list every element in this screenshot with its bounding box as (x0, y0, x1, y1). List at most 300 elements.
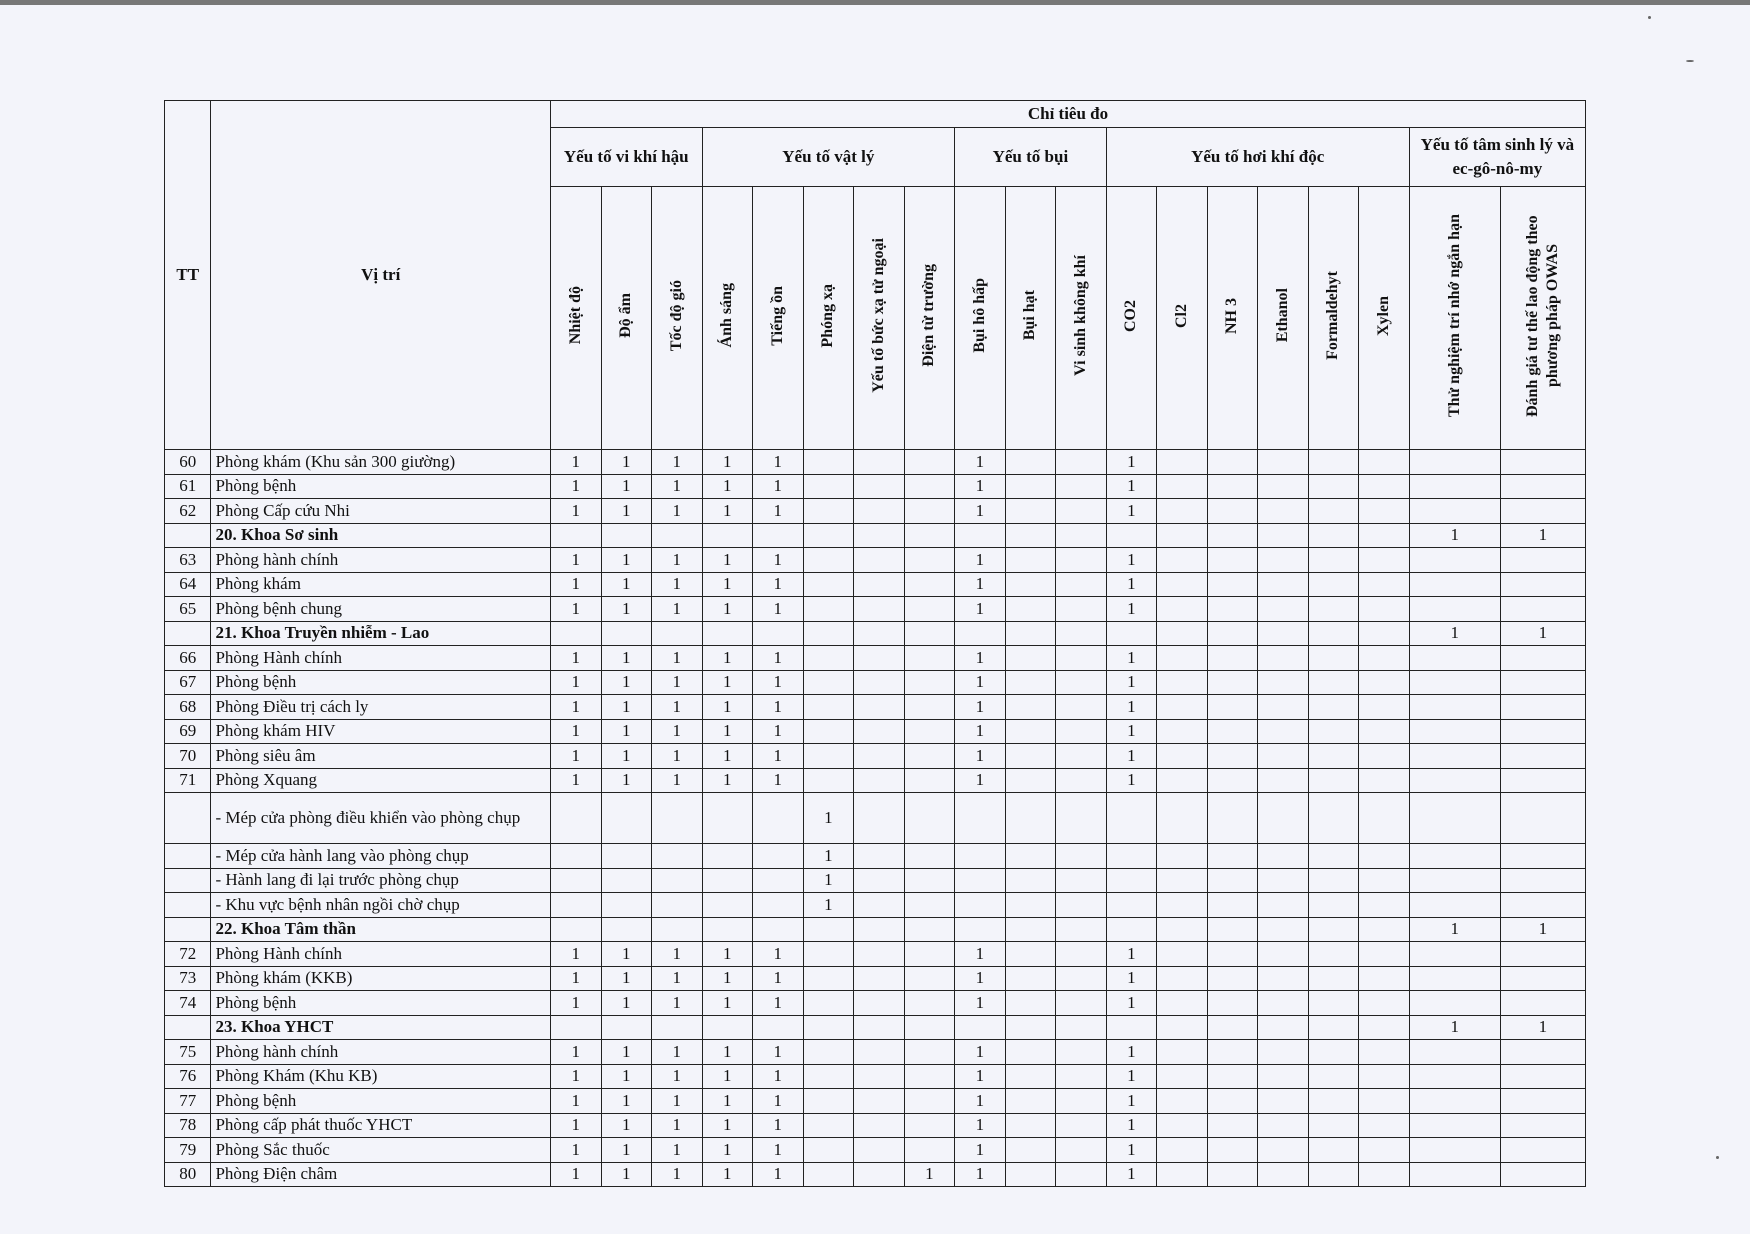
value-cell: 1 (601, 499, 652, 524)
value-cell: 1 (753, 966, 804, 991)
row-location: Phòng Hành chính (211, 646, 551, 671)
value-cell (1056, 1089, 1107, 1114)
value-cell (1258, 621, 1309, 646)
row-location: Phòng siêu âm (211, 744, 551, 769)
column-header (1409, 187, 1500, 450)
value-cell: 1 (702, 991, 753, 1016)
value-cell (1258, 744, 1309, 769)
value-cell: 1 (1106, 572, 1157, 597)
value-cell (904, 646, 955, 671)
table-row (165, 572, 1586, 597)
value-cell (1500, 1113, 1585, 1138)
value-cell (1056, 844, 1107, 869)
table-row (165, 670, 1586, 695)
value-cell (803, 719, 854, 744)
value-cell: 1 (702, 719, 753, 744)
row-location: Phòng Hành chính (211, 942, 551, 967)
value-cell (1157, 719, 1208, 744)
value-cell (1258, 991, 1309, 1016)
value-cell (1106, 868, 1157, 893)
value-cell: 1 (753, 450, 804, 475)
value-cell (904, 744, 955, 769)
row-number: 76 (165, 1064, 211, 1089)
value-cell: 1 (1409, 917, 1500, 942)
value-cell (1056, 1162, 1107, 1187)
row-location: Phòng khám (KKB) (211, 966, 551, 991)
row-number (165, 844, 211, 869)
value-cell (702, 1015, 753, 1040)
value-cell (1056, 1113, 1107, 1138)
value-cell (904, 868, 955, 893)
value-cell (1258, 1064, 1309, 1089)
value-cell: 1 (550, 548, 601, 573)
row-number (165, 868, 211, 893)
value-cell (904, 1113, 955, 1138)
row-number: 66 (165, 646, 211, 671)
value-cell: 1 (702, 966, 753, 991)
value-cell (854, 868, 905, 893)
value-cell (1157, 1113, 1208, 1138)
value-cell: 1 (1106, 1138, 1157, 1163)
value-cell (1005, 695, 1056, 720)
value-cell (854, 646, 905, 671)
value-cell: 1 (652, 744, 703, 769)
value-cell (1359, 548, 1410, 573)
value-cell: 1 (955, 499, 1006, 524)
section-row (165, 621, 1586, 646)
row-number (165, 621, 211, 646)
table-row (165, 548, 1586, 573)
value-cell: 1 (1106, 548, 1157, 573)
value-cell (854, 991, 905, 1016)
value-cell (904, 768, 955, 793)
value-cell: 1 (1106, 991, 1157, 1016)
value-cell: 1 (652, 942, 703, 967)
value-cell (1359, 844, 1410, 869)
value-cell: 1 (550, 597, 601, 622)
value-cell: 1 (652, 499, 703, 524)
column-header-label: Ethanol (1273, 288, 1291, 343)
value-cell (1409, 1138, 1500, 1163)
value-cell (1409, 548, 1500, 573)
value-cell: 1 (1500, 621, 1585, 646)
value-cell (904, 523, 955, 548)
value-cell (1500, 744, 1585, 769)
value-cell (1056, 893, 1107, 918)
value-cell (550, 917, 601, 942)
value-cell (1258, 1040, 1309, 1065)
row-number: 77 (165, 1089, 211, 1114)
value-cell (1157, 670, 1208, 695)
value-cell (1500, 1089, 1585, 1114)
scan-top-edge (0, 0, 1750, 5)
value-cell (1258, 1015, 1309, 1040)
section-row (165, 523, 1586, 548)
table-row (165, 1162, 1586, 1187)
value-cell: 1 (702, 1162, 753, 1187)
value-cell (1500, 719, 1585, 744)
value-cell: 1 (702, 670, 753, 695)
value-cell: 1 (955, 768, 1006, 793)
value-cell (1359, 1015, 1410, 1040)
value-cell: 1 (702, 768, 753, 793)
value-cell (854, 768, 905, 793)
value-cell: 1 (1106, 719, 1157, 744)
value-cell (1258, 450, 1309, 475)
value-cell (601, 523, 652, 548)
value-cell: 1 (753, 548, 804, 573)
table-row (165, 942, 1586, 967)
value-cell: 1 (550, 1162, 601, 1187)
value-cell: 1 (652, 719, 703, 744)
value-cell: 1 (1106, 474, 1157, 499)
value-cell (1106, 621, 1157, 646)
value-cell (1409, 1040, 1500, 1065)
value-cell (904, 1040, 955, 1065)
scan-speck (1686, 60, 1694, 62)
value-cell: 1 (550, 450, 601, 475)
value-cell: 1 (955, 597, 1006, 622)
value-cell (1308, 917, 1359, 942)
value-cell (753, 523, 804, 548)
value-cell: 1 (652, 768, 703, 793)
value-cell (854, 917, 905, 942)
value-cell (955, 844, 1006, 869)
value-cell (1308, 621, 1359, 646)
value-cell (803, 917, 854, 942)
group-header: Yếu tố hơi khí độc (1106, 128, 1409, 187)
value-cell (854, 450, 905, 475)
value-cell: 1 (1409, 621, 1500, 646)
value-cell (1056, 868, 1107, 893)
value-cell (1056, 572, 1107, 597)
value-cell (904, 621, 955, 646)
value-cell: 1 (652, 1162, 703, 1187)
value-cell (1258, 597, 1309, 622)
value-cell (803, 621, 854, 646)
value-cell (1500, 597, 1585, 622)
value-cell: 1 (601, 670, 652, 695)
value-cell (1207, 1040, 1258, 1065)
value-cell (1308, 1089, 1359, 1114)
value-cell (1258, 695, 1309, 720)
column-header (1500, 187, 1585, 450)
value-cell (702, 868, 753, 893)
value-cell: 1 (955, 1113, 1006, 1138)
value-cell (854, 695, 905, 720)
value-cell (1157, 768, 1208, 793)
value-cell: 1 (550, 1040, 601, 1065)
value-cell (854, 499, 905, 524)
row-location: Phòng bệnh (211, 670, 551, 695)
value-cell (1005, 1064, 1056, 1089)
value-cell (1005, 1162, 1056, 1187)
value-cell (652, 793, 703, 844)
value-cell (1500, 942, 1585, 967)
value-cell (1157, 523, 1208, 548)
value-cell: 1 (652, 597, 703, 622)
value-cell (1005, 670, 1056, 695)
value-cell (1207, 942, 1258, 967)
value-cell (1258, 966, 1309, 991)
value-cell (1207, 1064, 1258, 1089)
value-cell: 1 (601, 942, 652, 967)
column-header-label: Vi sinh không khí (1071, 255, 1089, 376)
value-cell (1409, 646, 1500, 671)
value-cell (1005, 499, 1056, 524)
scan-speck (1648, 16, 1651, 19)
row-location: Phòng bệnh chung (211, 597, 551, 622)
value-cell: 1 (652, 572, 703, 597)
value-cell: 1 (1106, 670, 1157, 695)
row-location: Phòng bệnh (211, 1089, 551, 1114)
value-cell (1500, 966, 1585, 991)
value-cell: 1 (955, 991, 1006, 1016)
value-cell (1359, 695, 1410, 720)
value-cell (1359, 793, 1410, 844)
value-cell (1500, 646, 1585, 671)
value-cell (1207, 991, 1258, 1016)
value-cell (1359, 917, 1410, 942)
value-cell (1258, 523, 1309, 548)
value-cell (1005, 917, 1056, 942)
table-row (165, 719, 1586, 744)
value-cell (854, 523, 905, 548)
value-cell (904, 548, 955, 573)
value-cell: 1 (753, 1040, 804, 1065)
value-cell (1207, 917, 1258, 942)
column-header-label: Độ ẩm (617, 293, 635, 338)
value-cell (1409, 768, 1500, 793)
value-cell: 1 (550, 1064, 601, 1089)
value-cell: 1 (1106, 695, 1157, 720)
value-cell (1258, 474, 1309, 499)
row-location: Phòng bệnh (211, 474, 551, 499)
value-cell (1106, 523, 1157, 548)
value-cell: 1 (550, 499, 601, 524)
value-cell (803, 768, 854, 793)
table-row (165, 744, 1586, 769)
value-cell (1005, 844, 1056, 869)
value-cell (702, 917, 753, 942)
value-cell (1056, 548, 1107, 573)
value-cell (1157, 844, 1208, 869)
value-cell: 1 (652, 1040, 703, 1065)
value-cell: 1 (652, 1113, 703, 1138)
row-number: 79 (165, 1138, 211, 1163)
value-cell (601, 621, 652, 646)
value-cell (1308, 1064, 1359, 1089)
row-number: 80 (165, 1162, 211, 1187)
value-cell (854, 1162, 905, 1187)
value-cell: 1 (753, 1113, 804, 1138)
value-cell (1207, 1113, 1258, 1138)
value-cell (955, 893, 1006, 918)
value-cell: 1 (955, 744, 1006, 769)
row-location: Phòng Điều trị cách ly (211, 695, 551, 720)
value-cell (1308, 1162, 1359, 1187)
value-cell (1359, 868, 1410, 893)
header-tt: TT (165, 101, 211, 450)
value-cell (1500, 1040, 1585, 1065)
value-cell (1005, 646, 1056, 671)
value-cell: 1 (1106, 1162, 1157, 1187)
value-cell (1359, 572, 1410, 597)
row-number: 71 (165, 768, 211, 793)
column-header (1207, 187, 1258, 450)
value-cell (1359, 670, 1410, 695)
value-cell: 1 (652, 450, 703, 475)
value-cell (1359, 768, 1410, 793)
value-cell (803, 695, 854, 720)
value-cell: 1 (550, 1089, 601, 1114)
value-cell (904, 917, 955, 942)
value-cell (904, 597, 955, 622)
value-cell (1308, 868, 1359, 893)
value-cell (1005, 474, 1056, 499)
value-cell: 1 (955, 1040, 1006, 1065)
value-cell: 1 (550, 966, 601, 991)
value-cell (1500, 695, 1585, 720)
value-cell (702, 844, 753, 869)
column-header (854, 187, 905, 450)
value-cell (1258, 942, 1309, 967)
value-cell: 1 (652, 991, 703, 1016)
value-cell (904, 474, 955, 499)
value-cell (904, 499, 955, 524)
value-cell (1207, 844, 1258, 869)
row-number (165, 793, 211, 844)
row-location: Phòng hành chính (211, 548, 551, 573)
value-cell: 1 (702, 572, 753, 597)
value-cell (904, 793, 955, 844)
value-cell: 1 (652, 966, 703, 991)
value-cell: 1 (1106, 768, 1157, 793)
value-cell (854, 548, 905, 573)
section-row (165, 1015, 1586, 1040)
column-header-label: Phóng xạ (819, 283, 837, 348)
column-header-label: Đánh giá tư thế lao động theo phương pháp OWAS (1523, 214, 1561, 417)
value-cell: 1 (601, 548, 652, 573)
value-cell (904, 572, 955, 597)
value-cell: 1 (803, 793, 854, 844)
value-cell (1500, 450, 1585, 475)
value-cell: 1 (753, 1162, 804, 1187)
column-header-label: Tiếng ồn (768, 285, 786, 346)
value-cell (904, 893, 955, 918)
value-cell (1359, 499, 1410, 524)
value-cell: 1 (601, 474, 652, 499)
value-cell (1157, 646, 1208, 671)
column-header-label: Yếu tố bức xạ tử ngoại (869, 238, 887, 393)
value-cell (1005, 572, 1056, 597)
value-cell (803, 1089, 854, 1114)
row-location: - Hành lang đi lại trước phòng chụp (211, 868, 551, 893)
value-cell (1359, 597, 1410, 622)
value-cell (652, 523, 703, 548)
value-cell: 1 (702, 744, 753, 769)
value-cell: 1 (652, 1089, 703, 1114)
value-cell: 1 (955, 474, 1006, 499)
value-cell (955, 523, 1006, 548)
value-cell (1005, 1089, 1056, 1114)
value-cell (1207, 719, 1258, 744)
row-number (165, 1015, 211, 1040)
value-cell (1056, 670, 1107, 695)
value-cell (753, 621, 804, 646)
row-number: 61 (165, 474, 211, 499)
row-location: Phòng Xquang (211, 768, 551, 793)
value-cell: 1 (601, 1040, 652, 1065)
value-cell (1106, 793, 1157, 844)
value-cell (1005, 942, 1056, 967)
value-cell (854, 719, 905, 744)
row-location: Phòng Sắc thuốc (211, 1138, 551, 1163)
value-cell (1157, 695, 1208, 720)
value-cell (1409, 1089, 1500, 1114)
value-cell: 1 (702, 548, 753, 573)
value-cell (1409, 1064, 1500, 1089)
value-cell: 1 (904, 1162, 955, 1187)
value-cell (1207, 1162, 1258, 1187)
table-row (165, 893, 1586, 918)
row-location: Phòng khám (211, 572, 551, 597)
value-cell (1207, 768, 1258, 793)
value-cell (1308, 523, 1359, 548)
value-cell: 1 (1106, 966, 1157, 991)
value-cell (803, 991, 854, 1016)
value-cell: 1 (550, 572, 601, 597)
value-cell (1157, 942, 1208, 967)
value-cell (1500, 572, 1585, 597)
column-header (652, 187, 703, 450)
value-cell (904, 450, 955, 475)
row-location: Phòng cấp phát thuốc YHCT (211, 1113, 551, 1138)
value-cell: 1 (702, 1040, 753, 1065)
value-cell (1157, 1064, 1208, 1089)
value-cell (1359, 646, 1410, 671)
value-cell (955, 1015, 1006, 1040)
value-cell (702, 621, 753, 646)
value-cell: 1 (955, 695, 1006, 720)
value-cell (1308, 768, 1359, 793)
value-cell: 1 (550, 991, 601, 1016)
value-cell: 1 (550, 695, 601, 720)
value-cell (1409, 695, 1500, 720)
value-cell (1258, 893, 1309, 918)
value-cell: 1 (753, 670, 804, 695)
value-cell (1005, 719, 1056, 744)
row-number: 60 (165, 450, 211, 475)
value-cell: 1 (652, 1138, 703, 1163)
value-cell (1056, 499, 1107, 524)
value-cell (1359, 1040, 1410, 1065)
value-cell (1106, 917, 1157, 942)
row-location: Phòng hành chính (211, 1040, 551, 1065)
value-cell (1359, 893, 1410, 918)
value-cell: 1 (652, 548, 703, 573)
value-cell (1106, 844, 1157, 869)
value-cell: 1 (550, 942, 601, 967)
row-number: 67 (165, 670, 211, 695)
value-cell (1500, 991, 1585, 1016)
column-header-label: Xylen (1374, 295, 1392, 336)
value-cell (803, 1162, 854, 1187)
column-header-label: Thử nghiệm trí nhớ ngắn hạn (1445, 214, 1463, 417)
value-cell (803, 523, 854, 548)
value-cell: 1 (1409, 523, 1500, 548)
value-cell (904, 719, 955, 744)
